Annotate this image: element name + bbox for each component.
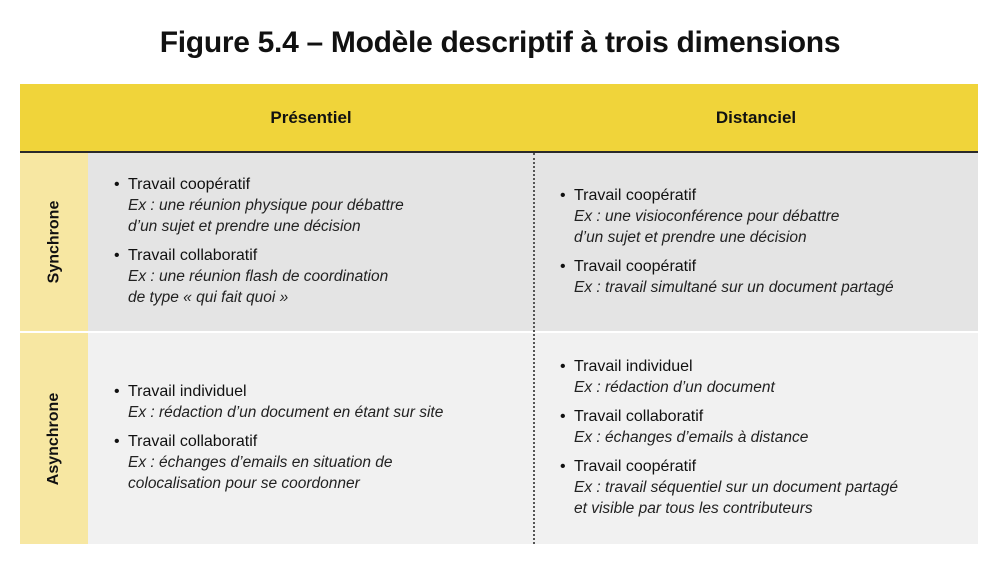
item-title: Travail collaboratif: [128, 433, 258, 450]
column-divider: [533, 153, 535, 544]
bullet-icon: •: [560, 257, 566, 275]
row-label-synchrone: [20, 153, 88, 331]
list-item: [560, 406, 978, 448]
item-title: Travail coopératif: [574, 257, 697, 275]
item-title: Travail individuel: [128, 383, 247, 400]
figure-title: Figure 5.4 – Modèle descriptif à trois dimensions: [159, 26, 841, 59]
cell-synchrone-distanciel: [534, 153, 978, 331]
item-example: Ex : une visioconférence pour débattre d’un sujet et prendre une décision: [574, 207, 840, 246]
row-label-synchrone-text: Synchrone: [45, 200, 62, 284]
item-title: Travail coopératif: [574, 458, 697, 475]
header-corner: [20, 84, 88, 151]
bullet-icon: •: [560, 186, 566, 204]
item-example: Ex : échanges d’emails en situation de colocalisation pour se coordonner: [128, 454, 393, 492]
cell-asynchrone-presentiel: [88, 333, 534, 544]
list-item: [114, 174, 534, 237]
bullet-icon: •: [114, 247, 120, 264]
item-example: Ex : travail simultané sur un document partagé: [574, 278, 894, 296]
cell-synchrone-presentiel: [88, 153, 534, 331]
list-item: [560, 456, 978, 519]
item-example: Ex : rédaction d’un document: [574, 379, 775, 396]
list-item: [560, 185, 978, 248]
list-item: [114, 245, 534, 308]
list-item: [560, 356, 978, 398]
item-title: Travail coopératif: [128, 176, 251, 193]
list-item: [114, 381, 534, 423]
cell-asynchrone-distanciel: [534, 333, 978, 544]
bullet-icon: •: [560, 408, 566, 425]
item-example: Ex : travail séquentiel sur un document partagé et visible par tous les contributeurs: [574, 479, 898, 517]
column-header-presentiel: Présentiel: [88, 84, 534, 151]
bullet-icon: •: [560, 458, 566, 475]
item-title: Travail coopératif: [574, 186, 697, 204]
bullet-icon: •: [114, 383, 120, 400]
item-title: Travail collaboratif: [574, 408, 704, 425]
item-example: Ex : échanges d’emails à distance: [574, 429, 809, 446]
row-label-asynchrone-text: Asynchrone: [45, 392, 62, 485]
list-item: [560, 256, 978, 298]
item-title: Travail individuel: [574, 358, 693, 375]
item-example: Ex : une réunion flash de coordination de type « qui fait quoi »: [128, 268, 389, 306]
bullet-icon: •: [114, 433, 120, 450]
bullet-icon: •: [560, 358, 566, 375]
item-example: Ex : rédaction d’un document en étant sur site: [128, 404, 444, 421]
descriptive-model-table: [20, 84, 978, 544]
item-title: Travail collaboratif: [128, 247, 258, 264]
column-header-distanciel: Distanciel: [534, 84, 978, 151]
list-item: [114, 431, 534, 494]
row-label-asynchrone: [20, 333, 88, 544]
bullet-icon: •: [114, 176, 120, 193]
item-example: Ex : une réunion physique pour débattre d’un sujet et prendre une décision: [128, 197, 404, 235]
